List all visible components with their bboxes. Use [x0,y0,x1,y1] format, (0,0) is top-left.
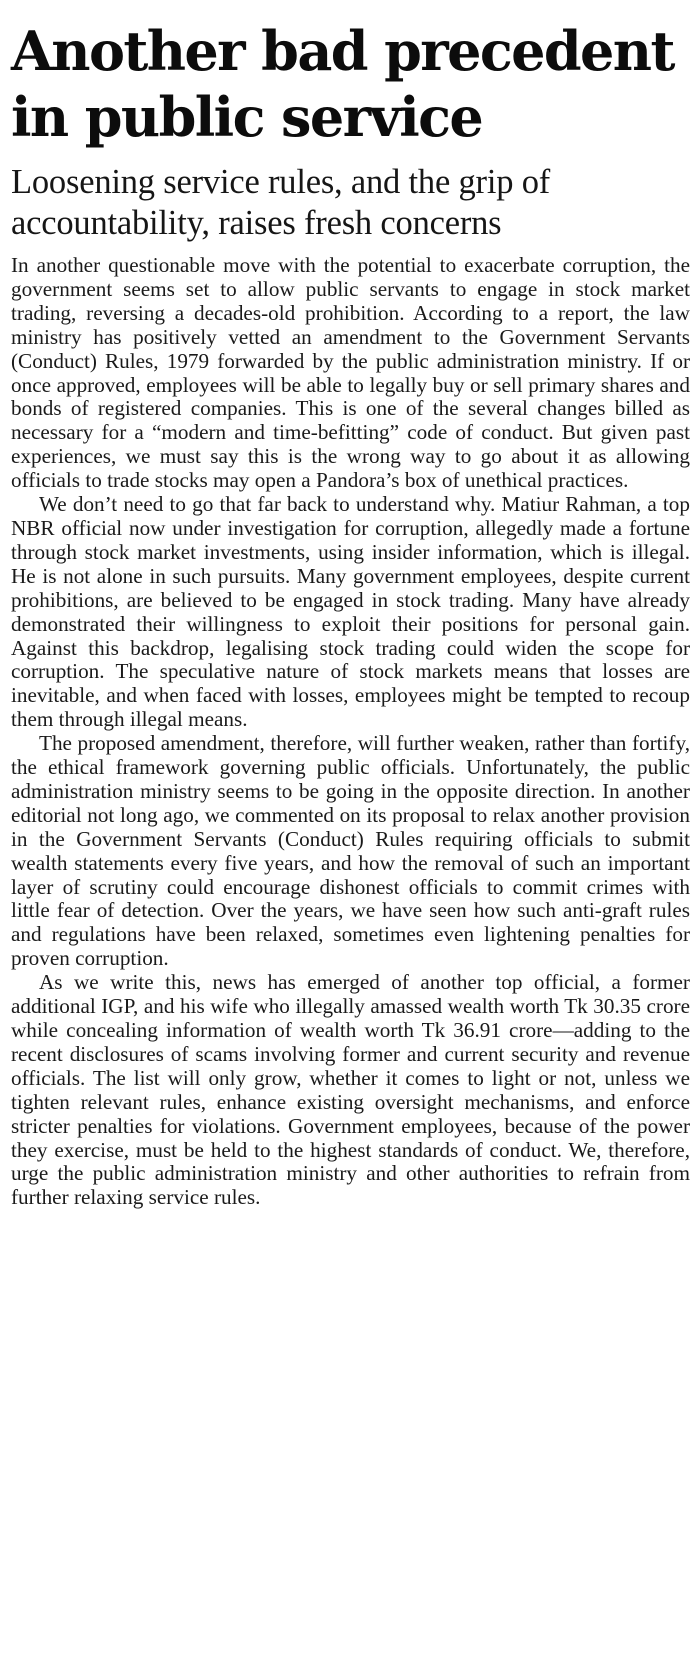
body-paragraph-1: In another questionable move with the potential to exacerbate corruption, the government seems set to allow public servants to engage in stock market trading, reversing a decades-old prohibition. According to a report, the law ministry has positively vetted an amendment to the Government Servants (Conduct) Rules, 1979 forwarded by the public administration ministry. If or once approved, employees will be able to legally buy or sell primary shares and bonds of registered companies. This is one of the several changes billed as necessary for a “modern and time-befitting” code of conduct. But given past experiences, we must say this is the wrong way to go about it as allowing officials to trade stocks may open a Pandora’s box of unethical practices. [11,253,690,493]
body-paragraph-2: We don’t need to go that far back to understand why. Matiur Rahman, a top NBR official now under investigation for corruption, allegedly made a fortune through stock market investments, using insider information, which is illegal. He is not alone in such pursuits. Many government employees, despite current prohibitions, are believed to be engaged in stock trading. Many have already demonstrated their willingness to exploit their positions for personal gain. Against this backdrop, legalising stock trading could widen the scope for corruption. The speculative nature of stock markets means that losses are inevitable, and when faced with losses, employees might be tempted to recoup them through illegal means. [11,492,690,732]
article-body [11,254,690,1210]
subheadline: Loosening service rules, and the grip of accountability, raises fresh concerns [11,163,551,242]
headline: Another bad precedent in public service [11,19,674,149]
body-paragraph-3: The proposed amendment, therefore, will further weaken, rather than fortify, the ethical framework governing public officials. Unfortunately, the public administration ministry seems to be going in the opposite direction. In another editorial not long ago, we commented on its proposal to relax another provision in the Government Servants (Conduct) Rules requiring officials to submit wealth statements every five years, and how the removal of such an important layer of scrutiny could encourage dishonest officials to commit crimes with little fear of detection. Over the years, we have seen how such anti-graft rules and regulations have been relaxed, sometimes even lightening penalties for proven corruption. [11,731,690,971]
body-paragraph-4: As we write this, news has emerged of another top official, a former additional IGP, and his wife who illegally amassed wealth worth Tk 30.35 crore while concealing information of wealth worth Tk 36.91 crore—adding to the recent disclosures of scams involving former and current security and revenue officials. The list will only grow, whether it comes to light or not, unless we tighten relevant rules, enhance existing oversight mechanisms, and enforce stricter penalties for violations. Government employees, because of the power they exercise, must be held to the highest standards of conduct. We, therefore, urge the public administration ministry and other authorities to refrain from further relaxing service rules. [11,970,690,1210]
